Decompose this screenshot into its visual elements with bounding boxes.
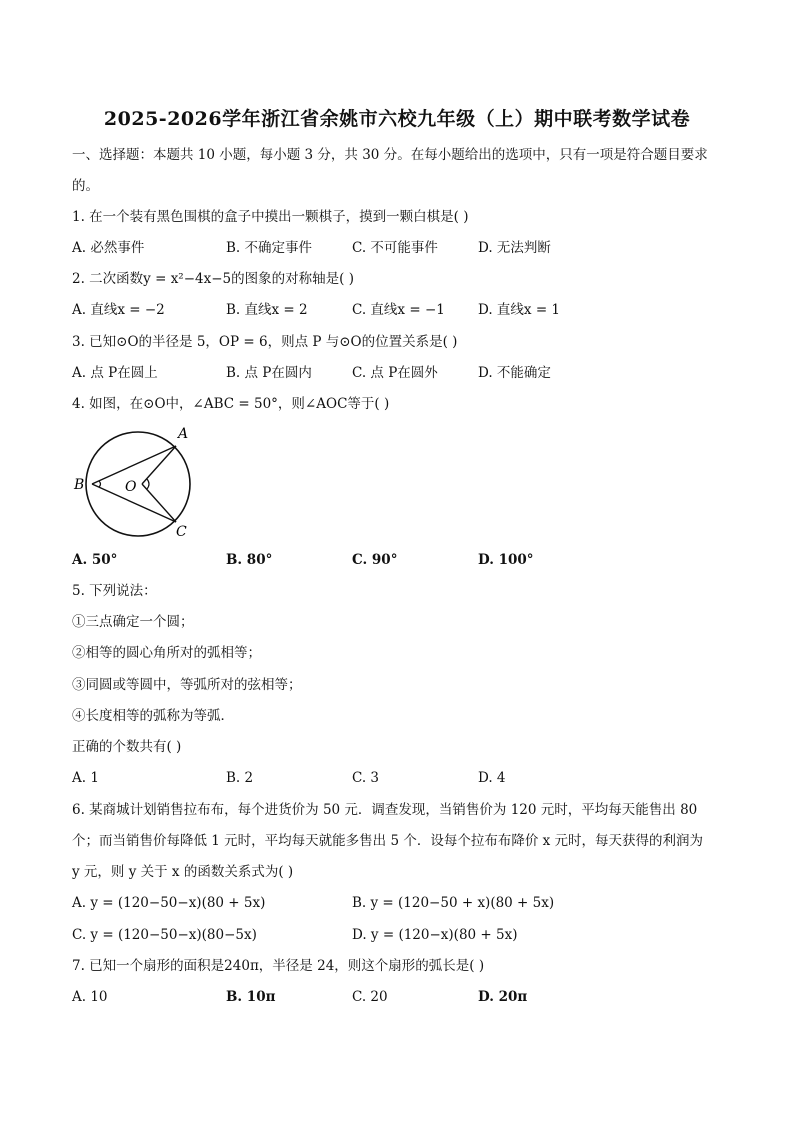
question-4-option-c[interactable]: C. 90° bbox=[352, 552, 398, 568]
question-4-option-d[interactable]: D. 100° bbox=[478, 552, 534, 568]
question-7-option-d[interactable]: D. 20π bbox=[478, 989, 528, 1005]
page-title: 2025-2026学年浙江省余姚市六校九年级（上）期中联考数学试卷 bbox=[103, 108, 691, 130]
question-2-stem: 2. 二次函数y = x²−4x−5的图象的对称轴是( ) bbox=[72, 271, 354, 287]
angle-b-arc bbox=[99, 481, 101, 487]
question-5-item-2: ②相等的圆心角所对的弧相等； bbox=[72, 645, 261, 661]
question-5-option-c[interactable]: C. 3 bbox=[352, 770, 380, 786]
question-6-option-a[interactable]: A. y = (120−50−x)(80 + 5x) bbox=[72, 895, 266, 911]
question-5-stem: 5. 下列说法： bbox=[72, 583, 157, 599]
question-2-option-a[interactable]: A. 直线x = −2 bbox=[72, 302, 165, 318]
question-5-item-4: ④长度相等的弧称为等弧． bbox=[72, 708, 234, 724]
circle-figure bbox=[72, 424, 202, 544]
question-3-stem: 3. 已知⊙O的半径是 5，OP = 6，则点 P 与⊙O的位置关系是( ) bbox=[72, 334, 458, 350]
question-5-item-1: ①三点确定一个圆； bbox=[72, 614, 194, 630]
question-3-option-a[interactable]: A. 点 P在圆上 bbox=[72, 365, 158, 381]
question-5-option-a[interactable]: A. 1 bbox=[72, 770, 99, 786]
question-7-option-c[interactable]: C. 20 bbox=[352, 989, 388, 1005]
section-instructions-line2: 的。 bbox=[72, 178, 99, 194]
question-2-option-d[interactable]: D. 直线x = 1 bbox=[478, 302, 561, 318]
question-3-option-c[interactable]: C. 点 P在圆外 bbox=[352, 365, 438, 381]
label-c: C bbox=[176, 524, 187, 540]
question-2-option-c[interactable]: C. 直线x = −1 bbox=[352, 302, 445, 318]
question-6-stem-line1: 6. 某商城计划销售拉布布，每个进货价为 50 元．调查发现，当销售价为 120 元时，平均每天能售出 80 bbox=[72, 802, 698, 818]
label-b: B bbox=[74, 477, 85, 493]
question-4-option-a[interactable]: A. 50° bbox=[72, 552, 118, 568]
question-5-option-d[interactable]: D. 4 bbox=[478, 770, 506, 786]
section-instructions-line1: 一、选择题：本题共 10 小题，每小题 3 分，共 30 分。在每小题给出的选项中，只有一项是符合题目要求 bbox=[72, 147, 708, 163]
question-1-option-b[interactable]: B. 不确定事件 bbox=[226, 240, 313, 256]
question-7-option-a[interactable]: A. 10 bbox=[72, 989, 108, 1005]
question-3-option-b[interactable]: B. 点 P在圆内 bbox=[226, 365, 312, 381]
question-1-option-a[interactable]: A. 必然事件 bbox=[72, 240, 145, 256]
question-4-stem: 4. 如图，在⊙O中，∠ABC = 50°，则∠AOC等于( ) bbox=[72, 396, 390, 412]
question-6-stem-line2: 个；而当销售价每降低 1 元时，平均每天就能多售出 5 个．设每个拉布布降价 x 元时，每天获得的利润为 bbox=[72, 833, 704, 849]
question-5-item-3: ③同圆或等圆中，等弧所对的弦相等； bbox=[72, 677, 302, 693]
question-5-ask: 正确的个数共有( ) bbox=[72, 739, 182, 755]
question-1-stem: 1. 在一个装有黑色围棋的盒子中摸出一颗棋子，摸到一颗白棋是( ) bbox=[72, 209, 469, 225]
question-4-option-b[interactable]: B. 80° bbox=[226, 552, 273, 568]
question-1-option-d[interactable]: D. 无法判断 bbox=[478, 240, 551, 256]
question-5-option-b[interactable]: B. 2 bbox=[226, 770, 254, 786]
angle-o-arc bbox=[147, 479, 149, 489]
question-1-option-c[interactable]: C. 不可能事件 bbox=[352, 240, 438, 256]
question-6-option-c[interactable]: C. y = (120−50−x)(80−5x) bbox=[72, 927, 257, 943]
question-6-option-b[interactable]: B. y = (120−50 + x)(80 + 5x) bbox=[352, 895, 555, 911]
question-7-stem: 7. 已知一个扇形的面积是240π，半径是 24，则这个扇形的弧长是( ) bbox=[72, 958, 485, 974]
question-6-option-d[interactable]: D. y = (120−x)(80 + 5x) bbox=[352, 927, 518, 943]
question-6-stem-line3: y 元，则 y 关于 x 的函数关系式为( ) bbox=[72, 864, 294, 880]
question-7-option-b[interactable]: B. 10π bbox=[226, 989, 276, 1005]
radius-oa bbox=[142, 446, 176, 484]
radius-oc bbox=[142, 484, 176, 522]
label-o: O bbox=[125, 479, 137, 495]
question-3-option-d[interactable]: D. 不能确定 bbox=[478, 365, 551, 381]
label-a: A bbox=[178, 426, 189, 442]
question-2-option-b[interactable]: B. 直线x = 2 bbox=[226, 302, 308, 318]
